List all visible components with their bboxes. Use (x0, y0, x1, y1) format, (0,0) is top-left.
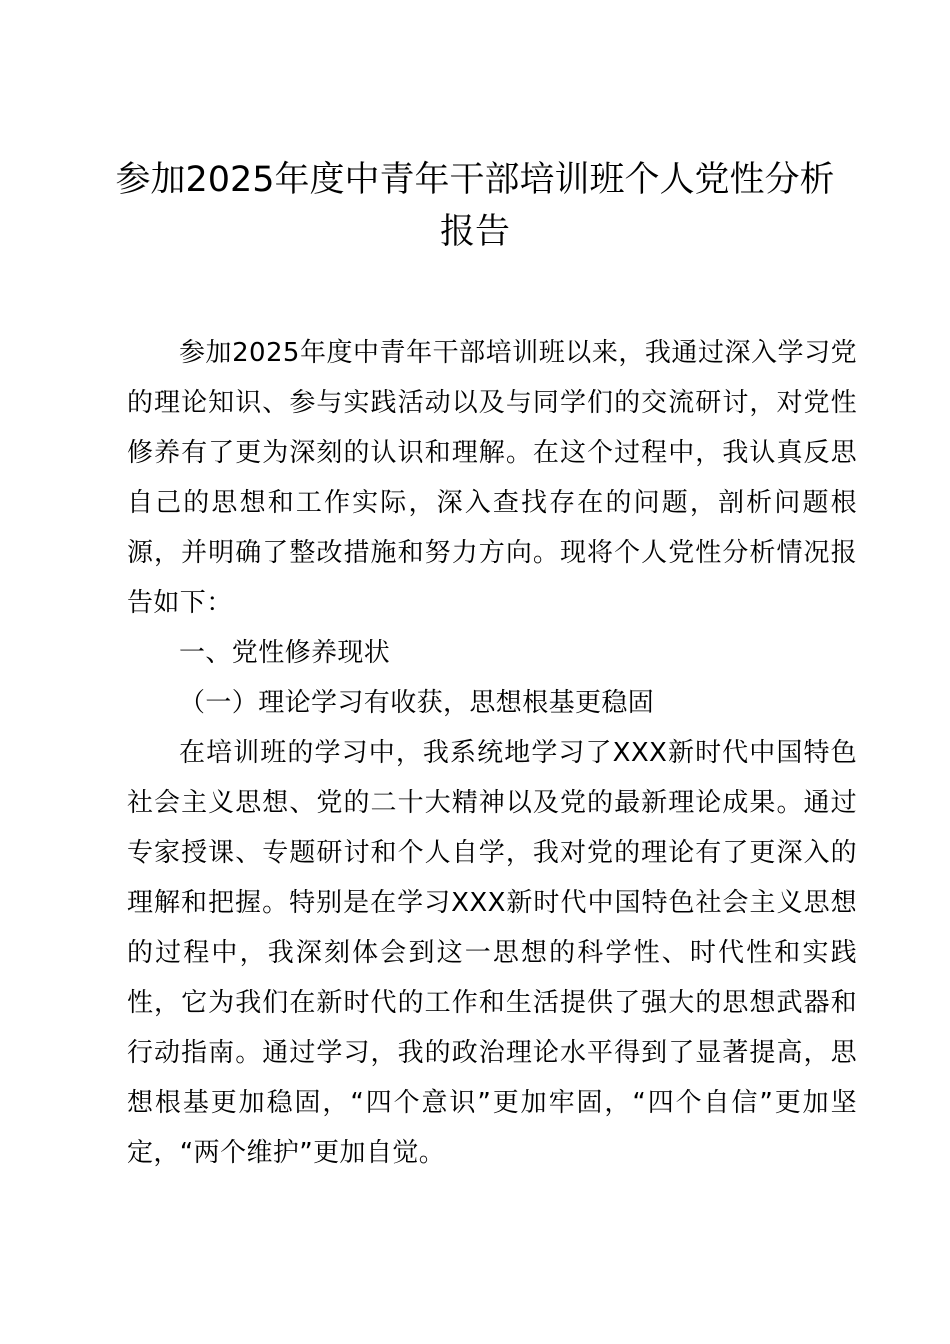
document-body (127, 328, 857, 1178)
section-heading: 一、党性修养现状 (179, 638, 391, 668)
document-title: 参加2025年度中青年干部培训班个人党性分析报告 (115, 160, 835, 252)
body-paragraph: 在培训班的学习中，我系统地学习了XXX新时代中国特色社会主义思想、党的二十大精神以及党的最新理论成果。通过专家授课、专题研讨和个人自学，我对党的理论有了更深入的理解和把握。特别是在学习XXX新时代中国特色社会主义思想的过程中，我深刻体会到这一思想的科学性、时代性和实践性，它为我们在新时代的工作和生活提供了强大的思想武器和行动指南。通过学习，我的政治理论水平得到了显著提高，思想根基更加稳固，“四个意识”更加牢固，“四个自信”更加坚定，“两个维护”更加自觉。 (127, 738, 857, 1168)
intro-paragraph: 参加2025年度中青年干部培训班以来，我通过深入学习党的理论知识、参与实践活动以及与同学们的交流研讨，对党性修养有了更为深刻的认识和理解。在这个过程中，我认真反思自己的思想和工作实际，深入查找存在的问题，剖析问题根源，并明确了整改措施和努力方向。现将个人党性分析情况报告如下： (127, 338, 857, 618)
subsection-heading: （一）理论学习有收获，思想根基更稳固 (179, 688, 655, 718)
